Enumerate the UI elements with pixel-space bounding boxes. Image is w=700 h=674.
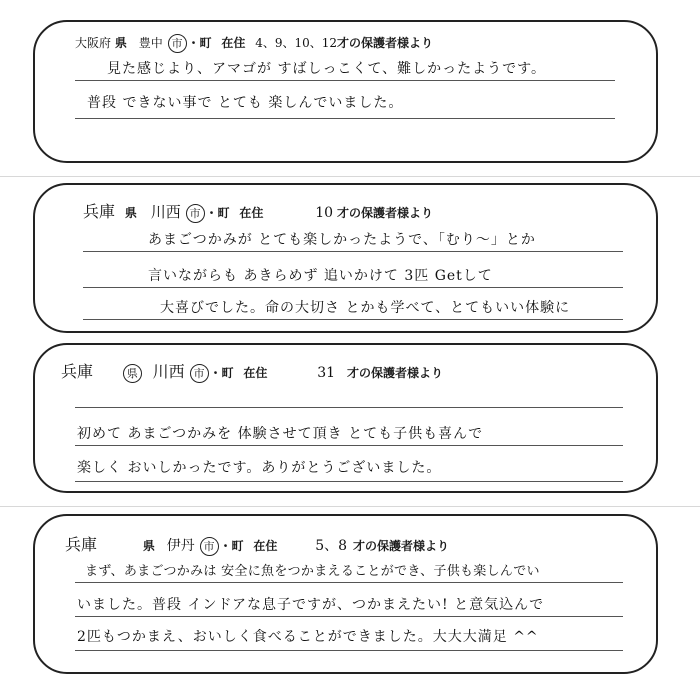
prefecture-name: 兵庫 (83, 202, 116, 221)
prefecture-name: 兵庫 (65, 535, 98, 554)
shi-circled: 市 (186, 204, 205, 223)
comment-card-4 (33, 514, 658, 674)
zaiju-label: 在住 (253, 539, 278, 553)
age-suffix: 才の保護者様より (337, 206, 434, 220)
ruled-line (75, 481, 623, 482)
zaiju-label: 在住 (239, 206, 264, 220)
comment-line: 普段 できない事で とても 楽しんでいました。 (87, 95, 404, 111)
age-value: 10 (315, 205, 334, 221)
age-suffix: 才の保護者様より (347, 366, 444, 380)
comment-line: 言いながらも あきらめず 追いかけて 3匹 Getして (148, 268, 493, 284)
card-header (75, 34, 433, 53)
page-separator (0, 176, 700, 177)
city-name: 川西 (150, 203, 181, 221)
comment-card-3 (33, 343, 658, 493)
prefecture-name: 兵庫 (61, 362, 94, 381)
comment-card-1 (33, 20, 658, 163)
ruled-line (75, 445, 623, 446)
comment-line: 見た感じより、アマゴが すばしっこくて、難しかったようです。 (107, 61, 547, 77)
comment-card-2 (33, 183, 658, 333)
comment-line: 楽しく おいしかったです。ありがとうございました。 (77, 460, 442, 476)
comment-line: 初めて あまごつかみを 体験させて頂き とても子供も喜んで (77, 426, 484, 442)
ken-circled: 県 (123, 364, 142, 383)
city-name: 伊丹 (166, 538, 195, 554)
ruled-line (75, 80, 615, 81)
ruled-line (75, 616, 623, 617)
ruled-line (75, 118, 615, 119)
ruled-line (83, 319, 623, 320)
city-name: 豊中 (138, 36, 163, 50)
age-value: 31 (317, 365, 336, 381)
shi-circled: 市 (200, 537, 219, 556)
comment-line: いました。普段 インドアな息子ですが、つかまえたい! と意気込んで (77, 597, 545, 613)
age-value: 4、9、10、12 (255, 36, 338, 50)
shi-circled: 市 (168, 34, 187, 53)
cho-label: ・町 (219, 539, 244, 553)
cho-label: ・町 (187, 36, 212, 50)
age-suffix: 才の保護者様より (337, 36, 434, 50)
page-separator (0, 506, 700, 507)
ruled-line (83, 251, 623, 252)
comment-line: 2匹もつかまえ、おいしく食べることができました。大大大満足 ^^ (77, 629, 539, 645)
ruled-line (75, 407, 623, 408)
zaiju-label: 在住 (243, 366, 268, 380)
zaiju-label: 在住 (221, 36, 246, 50)
card-header (61, 359, 443, 383)
ruled-line (75, 582, 623, 583)
card-header (65, 532, 449, 556)
ken-label: 県 (142, 539, 155, 553)
ruled-line (83, 287, 623, 288)
city-name: 川西 (152, 362, 185, 381)
ruled-line (75, 650, 623, 651)
comment-line: まず、あまごつかみは 安全に魚をつかまえることができ、子供も楽しんでい (85, 564, 540, 579)
age-suffix: 才の保護者様より (353, 539, 450, 553)
age-value: 5、8 (315, 538, 348, 554)
card-header (83, 199, 433, 223)
comment-line: 大喜びでした。命の大切さ とかも学べて、とてもいい体験に (160, 300, 571, 316)
prefecture-name: 大阪府 (75, 36, 112, 50)
ken-label: 県 (124, 206, 137, 220)
cho-label: ・町 (209, 366, 234, 380)
ken-label: 県 (114, 36, 127, 50)
shi-circled: 市 (190, 364, 209, 383)
cho-label: ・町 (205, 206, 230, 220)
comment-line: あまごつかみが とても楽しかったようで、「むり〜」とか (148, 232, 536, 248)
